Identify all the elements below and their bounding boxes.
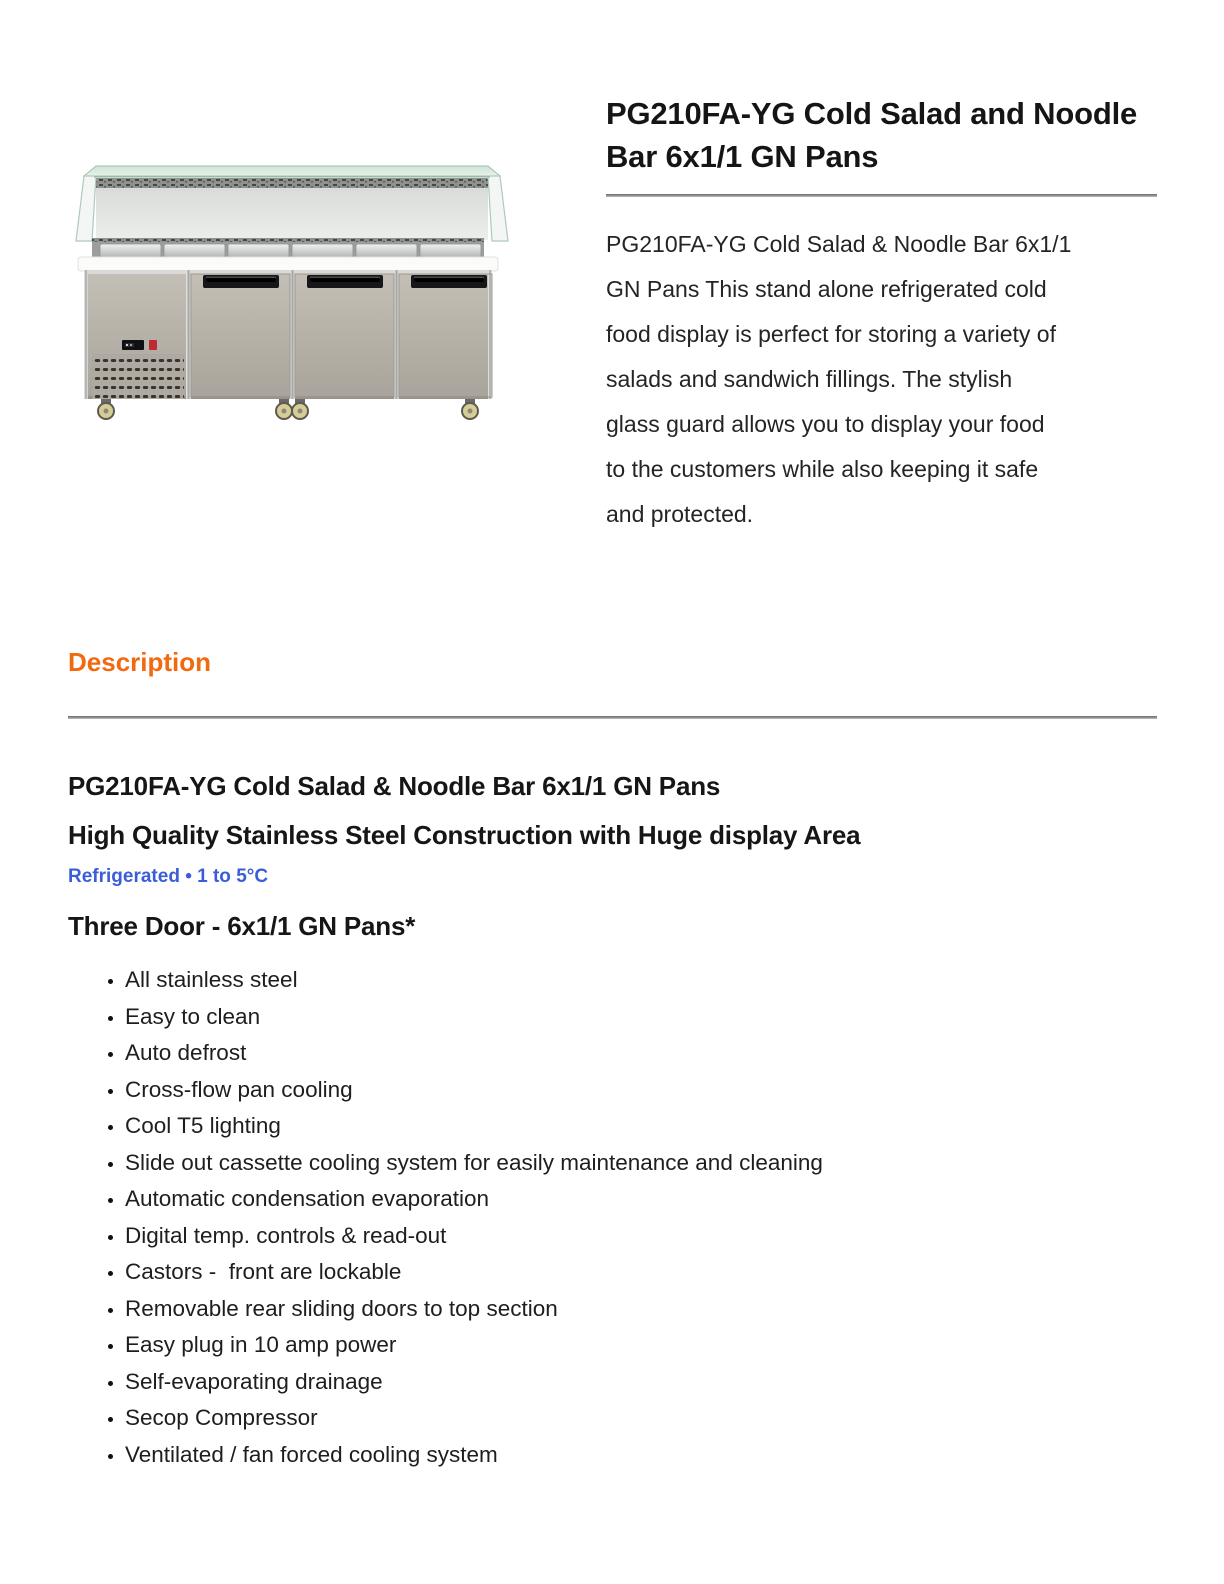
feature-item: • Secop Compressor [125, 1400, 1088, 1437]
feature-item: • Automatic condensation evaporation [125, 1181, 1088, 1218]
cold-salad-bar-illustration [62, 158, 514, 430]
product-title-line: PG210FA-YG Cold Salad and Noodle [606, 96, 1138, 131]
description-divider [68, 716, 1157, 719]
gn-pan-well [92, 238, 484, 258]
summary-line: and protected. [606, 501, 754, 527]
door-handle [411, 275, 487, 288]
feature-item: • Removable rear sliding doors to top section [125, 1291, 1088, 1328]
product-title [606, 92, 1172, 178]
description-heading: Description [68, 647, 212, 677]
feature-item: • Easy plug in 10 amp power [125, 1327, 1088, 1364]
construction-subheading: High Quality Stainless Steel Construction with Huge display Area [68, 820, 861, 850]
caster-wheel [276, 399, 292, 419]
summary-line: salads and sandwich fillings. The stylish [606, 366, 1013, 392]
rear-rail [96, 178, 488, 188]
vent-grille [92, 354, 184, 399]
summary-line: food display is perfect for storing a variety of [606, 321, 1056, 347]
feature-item: • Digital temp. controls & read-out [125, 1218, 1088, 1255]
countertop [78, 257, 498, 271]
caster-wheels [98, 399, 478, 419]
product-summary [606, 222, 1186, 537]
configuration-subheading: Three Door - 6x1/1 GN Pans* [68, 911, 416, 941]
title-divider [606, 194, 1157, 197]
door-hinge-strip [186, 270, 191, 399]
glass-guard [76, 166, 508, 241]
refrigeration-note: Refrigerated • 1 to 5°C [68, 866, 269, 887]
feature-item: • Self-evaporating drainage [125, 1364, 1088, 1401]
feature-item: • All stainless steel [125, 962, 1088, 999]
summary-line: GN Pans This stand alone refrigerated cold [606, 276, 1047, 302]
glass-side-right [488, 176, 508, 241]
feature-item: • Slide out cassette cooling system for easily maintenance and cleaning [125, 1145, 1088, 1182]
feature-item: • Ventilated / fan forced cooling system [125, 1437, 1088, 1474]
product-image [62, 158, 514, 430]
feature-item: • Cool T5 lighting [125, 1108, 1088, 1145]
feature-list [68, 962, 1088, 1473]
caster-wheel [98, 399, 114, 419]
door-hinge-strip [290, 270, 295, 399]
glass-side-left [76, 176, 96, 241]
power-switch [149, 340, 157, 350]
summary-line: to the customers while also keeping it safe [606, 456, 1039, 482]
door-handle [203, 275, 279, 288]
caster-wheel [292, 399, 308, 419]
summary-line: PG210FA-YG Cold Salad & Noodle Bar 6x1/1 [606, 231, 1072, 257]
caster-wheel [462, 399, 478, 419]
temp-control-panel [122, 340, 144, 350]
product-title-line: Bar 6x1/1 GN Pans [606, 139, 879, 174]
feature-item: • Auto defrost [125, 1035, 1088, 1072]
product-name-subheading: PG210FA-YG Cold Salad & Noodle Bar 6x1/1 GN Pans [68, 771, 721, 801]
door-handle [307, 275, 383, 288]
feature-item: • Cross-flow pan cooling [125, 1072, 1088, 1109]
feature-item: • Castors - front are lockable [125, 1254, 1088, 1291]
feature-item: • Easy to clean [125, 999, 1088, 1036]
cabinet-body [84, 270, 492, 399]
summary-line: glass guard allows you to display your food [606, 411, 1045, 437]
door-hinge-strip [394, 270, 399, 399]
